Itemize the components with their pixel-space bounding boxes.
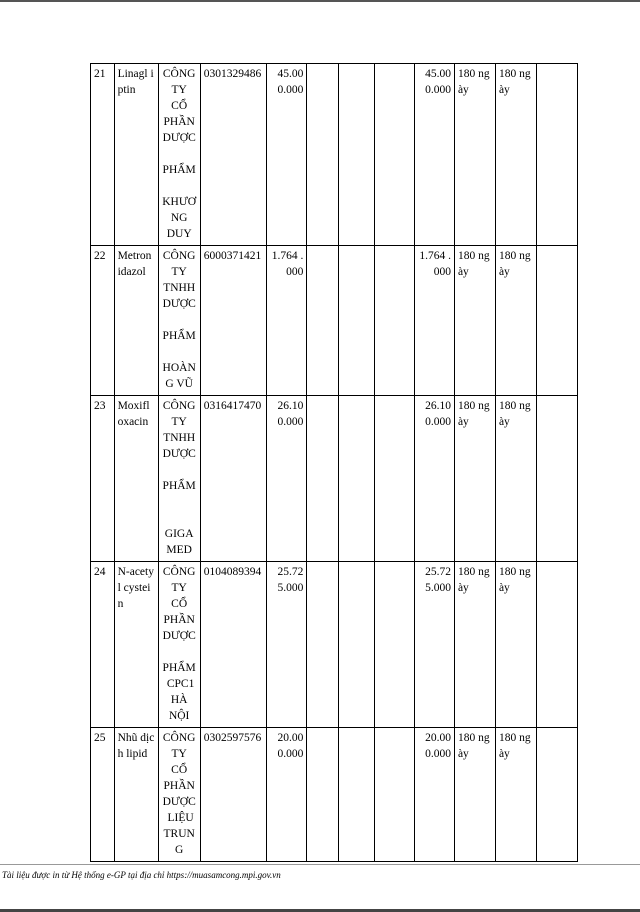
table-row	[91, 246, 578, 396]
bid-price: 25.72 5.000	[267, 562, 307, 728]
company-name: CÔNG TY CỔ PHẦN DƯỢC LIỆU TRUN G	[158, 728, 200, 862]
bid-price: 1.764 .000	[267, 246, 307, 396]
delivery-time: 180 ngày	[454, 562, 495, 728]
table-row	[91, 728, 578, 862]
validity-time: 180 ngày	[495, 728, 536, 862]
drug-name: Linagl iptin	[114, 64, 158, 246]
total-price: 20.00 0.000	[414, 728, 454, 862]
empty-cell	[536, 64, 577, 246]
top-border	[0, 0, 640, 2]
validity-time: 180 ngày	[495, 562, 536, 728]
row-number: 22	[91, 246, 115, 396]
validity-time: 180 ngày	[495, 246, 536, 396]
empty-cell	[307, 396, 339, 562]
total-price: 1.764 .000	[414, 246, 454, 396]
delivery-time: 180 ngày	[454, 396, 495, 562]
empty-cell	[339, 64, 375, 246]
empty-cell	[307, 562, 339, 728]
empty-cell	[536, 396, 577, 562]
row-number: 21	[91, 64, 115, 246]
bid-price: 26.10 0.000	[267, 396, 307, 562]
empty-cell	[374, 562, 414, 728]
validity-time: 180 ngày	[495, 64, 536, 246]
row-number: 24	[91, 562, 115, 728]
bid-results-table	[90, 63, 578, 862]
company-name: CÔNG TY TNHH DƯỢC PHẨM HOÀN G VŨ	[158, 246, 200, 396]
empty-cell	[374, 246, 414, 396]
empty-cell	[536, 562, 577, 728]
delivery-time: 180 ngày	[454, 246, 495, 396]
drug-name: Moxifl oxacin	[114, 396, 158, 562]
company-name: CÔNG TY TNHH DƯỢC PHẨM GIGA MED	[158, 396, 200, 562]
tax-code: 0301329486	[200, 64, 267, 246]
table-row	[91, 64, 578, 246]
drug-name: Nhũ dịch lipid	[114, 728, 158, 862]
empty-cell	[339, 396, 375, 562]
tax-code: 0302597576	[200, 728, 267, 862]
tax-code: 0316417470	[200, 396, 267, 562]
validity-time: 180 ngày	[495, 396, 536, 562]
empty-cell	[307, 64, 339, 246]
drug-name: N-acetyl cystei n	[114, 562, 158, 728]
empty-cell	[374, 64, 414, 246]
empty-cell	[339, 562, 375, 728]
empty-cell	[374, 728, 414, 862]
empty-cell	[307, 246, 339, 396]
empty-cell	[374, 396, 414, 562]
empty-cell	[536, 728, 577, 862]
footer-source-note: Tài liệu được in từ Hệ thống e-GP tại địa chỉ https://muasamcong.mpi.gov.vn	[2, 870, 281, 880]
empty-cell	[339, 728, 375, 862]
table-row	[91, 562, 578, 728]
tax-code: 0104089394	[200, 562, 267, 728]
total-price: 25.72 5.000	[414, 562, 454, 728]
empty-cell	[307, 728, 339, 862]
company-name: CÔNG TY CỔ PHẦN DƯỢC PHẨM CPC1 HÀ NỘI	[158, 562, 200, 728]
company-name: CÔNG TY CỔ PHẦN DƯỢC PHẨM KHƯƠ NG DUY	[158, 64, 200, 246]
empty-cell	[339, 246, 375, 396]
tax-code: 6000371421	[200, 246, 267, 396]
total-price: 26.10 0.000	[414, 396, 454, 562]
total-price: 45.00 0.000	[414, 64, 454, 246]
bid-price: 20.00 0.000	[267, 728, 307, 862]
table-body	[91, 64, 578, 862]
row-number: 23	[91, 396, 115, 562]
row-number: 25	[91, 728, 115, 862]
bid-price: 45.00 0.000	[267, 64, 307, 246]
table-row	[91, 396, 578, 562]
empty-cell	[536, 246, 577, 396]
footer-divider	[0, 864, 640, 865]
drug-name: Metron idazol	[114, 246, 158, 396]
delivery-time: 180 ngày	[454, 64, 495, 246]
delivery-time: 180 ngày	[454, 728, 495, 862]
